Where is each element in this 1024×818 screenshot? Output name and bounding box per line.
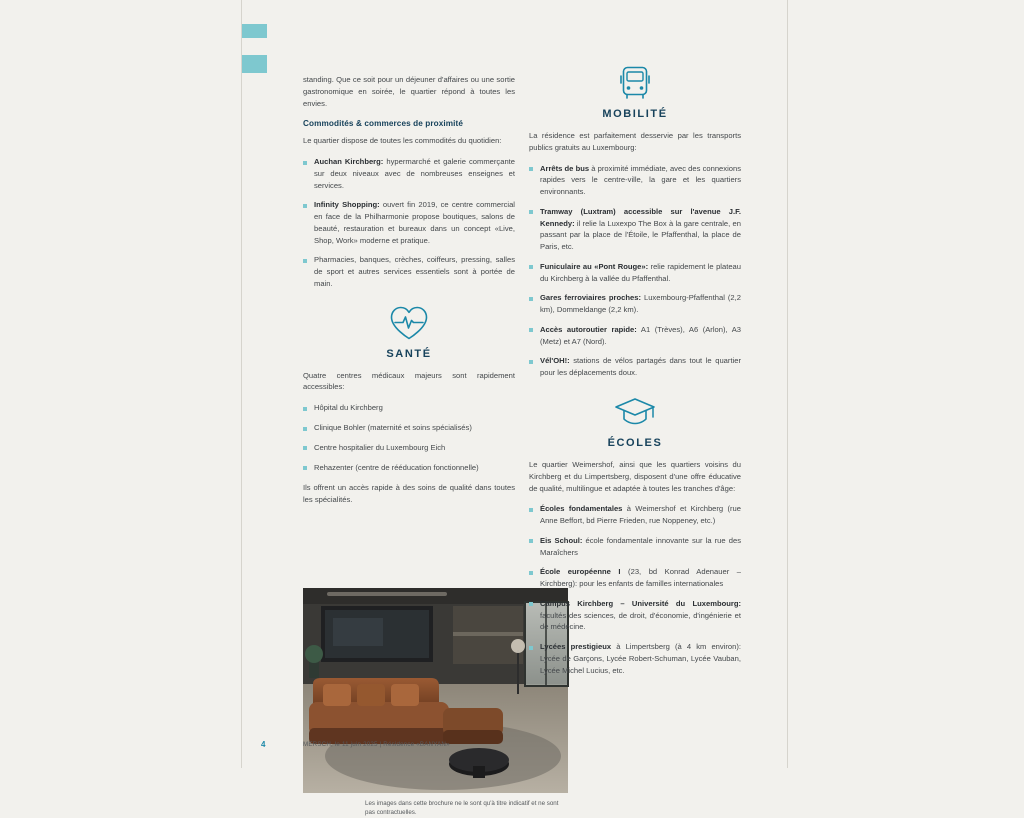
list-item [529, 355, 741, 379]
item-strong: Écoles fondamentales [540, 504, 623, 514]
item-strong: Auchan Kirchberg: [314, 157, 384, 167]
item-strong: Accès autoroutier rapide: [540, 324, 637, 334]
heartbeat-icon [303, 304, 515, 342]
item-text: Clinique Bohler (maternité et soins spécialisés) [314, 423, 472, 433]
list-item [529, 292, 741, 316]
item-text: il relie la Luxexpo The Box à la gare centrale, en passant par la place de l'Étoile, le Pfaffenthal, la place de Paris, etc. [540, 218, 741, 252]
item-strong: Lycées prestigieux [540, 642, 612, 652]
page-number: 4 [261, 740, 266, 749]
item-strong: Infinity Shopping: [314, 200, 380, 210]
commodities-lead: Le quartier dispose de toutes les commodités du quotidien: [303, 136, 502, 146]
ecoles-icon-block [529, 393, 741, 449]
list-item [303, 254, 515, 289]
item-text: à proximité immédiate, avec des connexions rapides vers le centre-ville, la gare et les quartiers environnants. [540, 163, 742, 197]
sante-list [303, 402, 515, 473]
item-text: Rehazenter (centre de rééducation fonctionnelle) [314, 462, 479, 472]
sante-title: SANTÉ [386, 347, 432, 360]
sante-icon-block [303, 304, 515, 360]
commodities-heading: Commodités & commerces de proximité [303, 119, 464, 129]
page-content [241, 0, 787, 816]
item-text: stations de vélos partagés dans tout le quartier pour les déplacements doux. [540, 356, 741, 378]
list-item [303, 442, 515, 454]
item-strong: Eis Schoul: [540, 535, 583, 545]
item-strong: Arrêts de bus [540, 163, 590, 173]
item-strong: Gares ferroviaires proches: [540, 293, 641, 303]
list-item [529, 641, 741, 676]
list-item [303, 156, 515, 191]
item-strong: Vél'OH!: [540, 356, 570, 366]
photo-caption: Les images dans cette brochure ne le sont qu'à titre indicatif et ne sont pas contractuelles. [365, 800, 559, 816]
right-column [529, 64, 741, 686]
item-strong: Campus Kirchberg – Université du Luxembourg: [540, 598, 741, 608]
item-text: Hôpital du Kirchberg [314, 403, 383, 413]
ecoles-list [529, 503, 741, 676]
intro-paragraph: standing. Que ce soit pour un déjeuner d'affaires ou une sortie gastronomique en soirée, le quartier répond à toutes les envies. [303, 75, 515, 108]
item-text: école fondamentale innovante sur la rue des Maraîchers [540, 535, 741, 557]
item-text: hypermarché et galerie commerçante sur deux niveaux avec de nombreuses enseignes et services. [314, 157, 515, 190]
list-item [529, 598, 741, 633]
ecoles-title: ÉCOLES [607, 437, 663, 450]
list-item [303, 199, 515, 246]
item-text: Luxembourg-Pfaffenthal (2,2 km), Dommeldange (2,2 km). [540, 293, 741, 315]
item-text: à Weimershof et Kirchberg (rue Anne Beffort, bd Pierre Frieden, rue Noppeney, etc.) [540, 504, 741, 526]
item-strong: Tramway (Luxtram) accessible sur l'avenue J.F. Kennedy: [540, 206, 741, 228]
mobilite-lead: La résidence est parfaitement desservie par les transports publics gratuits au Luxembourg: [529, 131, 741, 152]
list-item [529, 163, 741, 198]
sante-lead: Quatre centres médicaux majeurs sont rapidement accessibles: [303, 370, 515, 392]
commodities-list [303, 156, 515, 290]
list-item [303, 402, 515, 414]
list-item [529, 261, 741, 285]
footer-text: MERSCH, le 11 juin 2025 | Résidence «BANYAN» [303, 741, 450, 748]
item-strong: École européenne I [540, 567, 621, 577]
mobilite-title: MOBILITÉ [602, 108, 668, 120]
bus-icon [529, 64, 741, 102]
item-text: (23, bd Konrad Adenauer – Kirchberg): pour les enfants de familles internationales [540, 567, 741, 589]
item-text: facultés des sciences, de droit, d'économie, d'ingénierie et de médecine. [540, 610, 741, 632]
list-item [529, 324, 741, 348]
item-text: relie rapidement le plateau du Kirchberg à la vallée du Pfaffenthal. [540, 261, 741, 283]
mobilite-icon-block [529, 64, 741, 120]
item-text: Pharmacies, banques, crèches, coiffeurs, pressing, salles de sport et autres services essentiels sont à portée de main. [314, 255, 515, 288]
item-text: Centre hospitalier du Luxembourg Eich [314, 442, 446, 452]
item-text: ouvert fin 2019, ce centre commercial en face de la Philharmonie propose boutiques, salons de beauté, restauration et bureaux dans un concept «Live, Shop, Work» moderne et pratique. [314, 200, 515, 245]
mobilite-list [529, 163, 741, 379]
list-item [529, 566, 741, 590]
list-item [529, 206, 741, 253]
ecoles-lead: Le quartier Weimershof, ainsi que les quartiers voisins du Kirchberg et du Limpertsberg, disposent d'une offre éducative de qualité, multilingue et adaptée à toutes les tranches d'âge: [529, 460, 741, 493]
list-item [303, 422, 515, 434]
list-item [529, 535, 741, 559]
item-text: A1 (Trèves), A6 (Arlon), A3 (Metz) et A7 (Nord). [540, 324, 741, 346]
sante-closing: Ils offrent un accès rapide à des soins de qualité dans toutes les spécialités. [303, 483, 515, 505]
list-item [303, 462, 515, 474]
item-strong: Funiculaire au «Pont Rouge»: [540, 261, 649, 271]
list-item [529, 503, 741, 527]
page-rule-right [787, 0, 788, 768]
graduation-cap-icon [529, 393, 741, 431]
item-text: à Limpertsberg (à 4 km environ): Lycée de Garçons, Lycée Robert-Schuman, Lycée Vauban, Lycée Michel Lucius, etc. [540, 642, 741, 675]
